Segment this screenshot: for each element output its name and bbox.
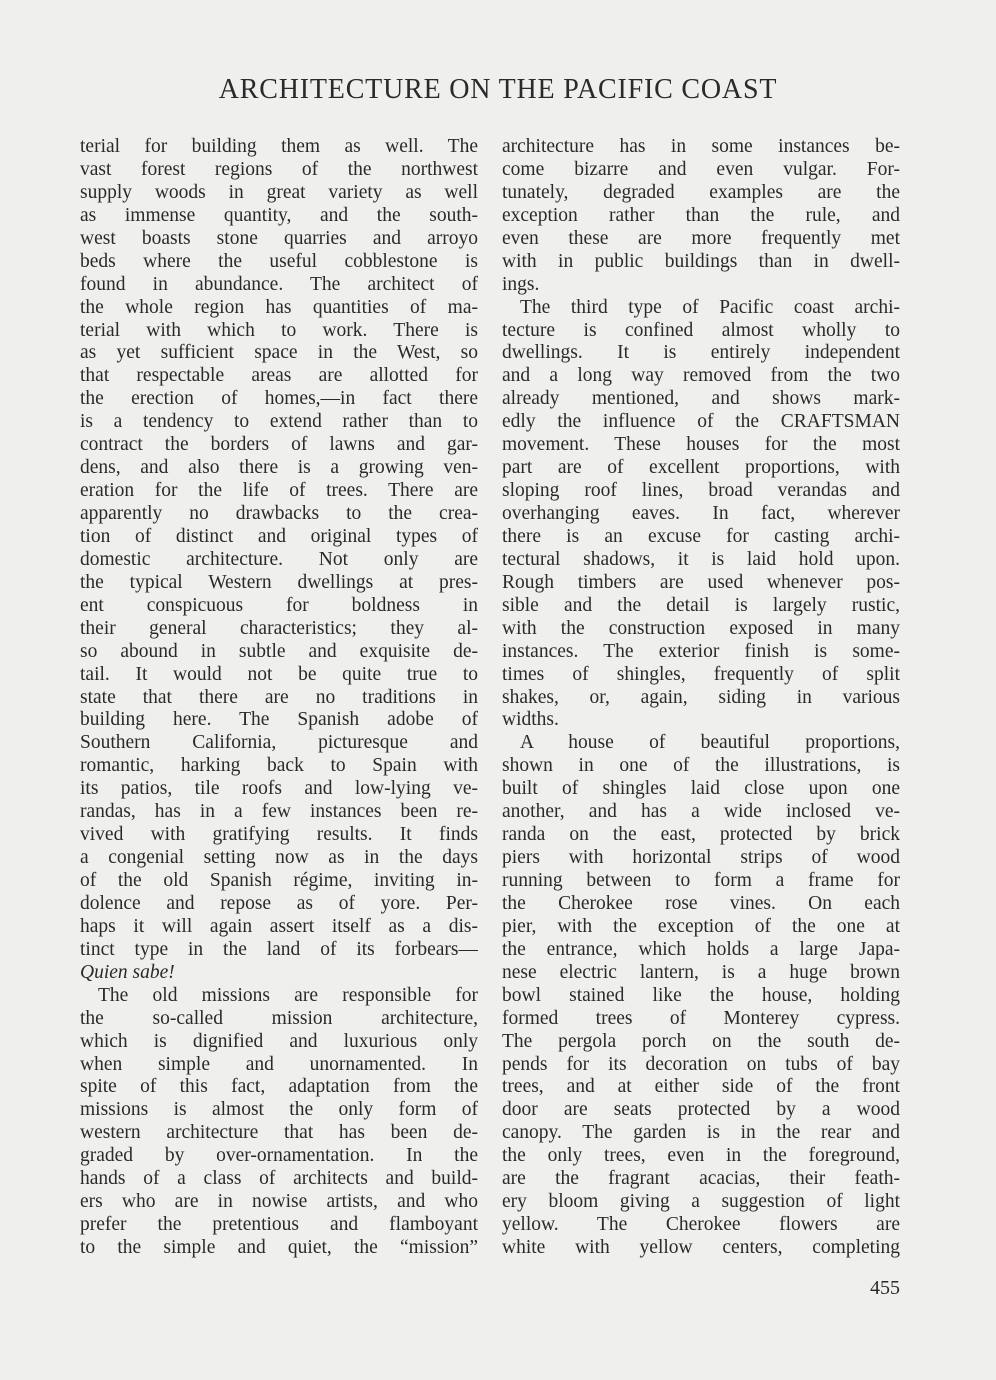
text-line: romantic, harking back to Spain with bbox=[80, 755, 478, 777]
text-line: ent conspicuous for boldness in bbox=[80, 594, 478, 616]
text-line: which is dignified and luxurious only bbox=[80, 1030, 478, 1052]
text-line: built of shingles laid close upon one bbox=[502, 778, 900, 800]
text-line: that respectable areas are allotted for bbox=[80, 365, 478, 387]
text-line: building here. The Spanish adobe of bbox=[80, 709, 478, 731]
text-line: sible and the detail is largely rustic, bbox=[502, 594, 900, 616]
text-line: the Cherokee rose vines. On each bbox=[502, 892, 900, 914]
text-line: is a tendency to extend rather than to bbox=[80, 411, 478, 433]
text-line: the erection of homes,—in fact there bbox=[80, 388, 478, 410]
text-line: part are of excellent proportions, with bbox=[502, 457, 900, 479]
paragraph-end-line: widths. bbox=[502, 709, 559, 731]
text-line: as immense quantity, and the south- bbox=[80, 204, 478, 226]
text-line: found in abundance. The architect of bbox=[80, 273, 478, 295]
text-line: randa on the east, protected by brick bbox=[502, 824, 900, 846]
text-line: graded by over-ornamentation. In the bbox=[80, 1145, 478, 1167]
text-line: domestic architecture. Not only are bbox=[80, 548, 478, 570]
text-line: the whole region has quantities of ma- bbox=[80, 296, 478, 318]
text-line: tunately, degraded examples are the bbox=[502, 181, 900, 203]
text-line: tectural shadows, it is laid hold upon. bbox=[502, 548, 900, 570]
text-line: contract the borders of lawns and gar- bbox=[80, 434, 478, 456]
text-line: trees, and at either side of the front bbox=[502, 1076, 900, 1098]
text-line: haps it will again assert itself as a dis- bbox=[80, 915, 478, 937]
text-line: terial for building them as well. The bbox=[80, 136, 478, 157]
text-line: terial with which to work. There is bbox=[80, 319, 478, 341]
text-line: eration for the life of trees. There are bbox=[80, 480, 478, 502]
text-line: instances. The exterior finish is some- bbox=[502, 640, 900, 662]
text-line: tecture is confined almost wholly to bbox=[502, 319, 900, 341]
text-line: there is an excuse for casting archi- bbox=[502, 525, 900, 547]
text-line: tail. It would not be quite true to bbox=[80, 663, 478, 685]
text-line: piers with horizontal strips of wood bbox=[502, 847, 900, 869]
text-line: nese electric lantern, is a huge brown bbox=[502, 961, 900, 983]
text-line: vast forest regions of the northwest bbox=[80, 158, 478, 180]
text-line: door are seats protected by a wood bbox=[502, 1099, 900, 1121]
text-line: The pergola porch on the south de- bbox=[502, 1030, 900, 1052]
text-line: pends for its decoration on tubs of bay bbox=[502, 1053, 900, 1075]
paragraph-start-line: A house of beautiful proportions, bbox=[520, 732, 900, 754]
text-line: Southern California, picturesque and bbox=[80, 732, 478, 754]
text-line: the typical Western dwellings at pres- bbox=[80, 571, 478, 593]
text-line: ers who are in nowise artists, and who bbox=[80, 1191, 478, 1213]
text-line: randas, has in a few instances been re- bbox=[80, 801, 478, 823]
text-line: dwellings. It is entirely independent bbox=[502, 342, 900, 364]
text-line: state that there are no traditions in bbox=[80, 686, 478, 708]
text-line: white with yellow centers, completing bbox=[502, 1237, 900, 1258]
text-line: ery bloom giving a suggestion of light bbox=[502, 1191, 900, 1213]
text-line: architecture has in some instances be- bbox=[502, 136, 900, 157]
paragraph-start-line: The third type of Pacific coast archi- bbox=[520, 296, 900, 318]
text-line: canopy. The garden is in the rear and bbox=[502, 1122, 900, 1144]
text-line: even these are more frequently met bbox=[502, 227, 900, 249]
text-line: Rough timbers are used whenever pos- bbox=[502, 571, 900, 593]
text-line: prefer the pretentious and flamboyant bbox=[80, 1214, 478, 1236]
text-line: overhanging eaves. In fact, wherever bbox=[502, 503, 900, 524]
running-header: ARCHITECTURE ON THE PACIFIC COAST bbox=[218, 74, 778, 105]
text-line: another, and has a wide inclosed ve- bbox=[502, 801, 900, 823]
text-line: are the fragrant acacias, their feath- bbox=[502, 1168, 900, 1190]
text-line: hands of a class of architects and build- bbox=[80, 1168, 478, 1190]
text-line: with the construction exposed in many bbox=[502, 617, 900, 639]
text-line: shown in one of the illustrations, is bbox=[502, 755, 900, 777]
text-line: apparently no drawbacks to the crea- bbox=[80, 503, 478, 524]
text-line: of the old Spanish régime, inviting in- bbox=[80, 870, 478, 891]
text-line: the so-called mission architecture, bbox=[80, 1007, 478, 1029]
text-line: beds where the useful cobblestone is bbox=[80, 250, 478, 272]
text-line: dens, and also there is a growing ven- bbox=[80, 457, 478, 479]
text-line: tinct type in the land of its forbears— bbox=[80, 938, 478, 960]
paragraph-end-line: ings. bbox=[502, 273, 540, 295]
text-line: its patios, tile roofs and low-lying ve- bbox=[80, 778, 478, 800]
text-line: when simple and unornamented. In bbox=[80, 1053, 478, 1075]
text-line: pier, with the exception of the one at bbox=[502, 915, 900, 937]
text-line: running between to form a frame for bbox=[502, 870, 900, 891]
text-line: exception rather than the rule, and bbox=[502, 204, 900, 226]
text-line: tion of distinct and original types of bbox=[80, 525, 478, 547]
text-line: sloping roof lines, broad verandas and bbox=[502, 480, 900, 502]
right-column bbox=[502, 136, 900, 1260]
text-line-italic: Quien sabe! bbox=[80, 961, 175, 983]
text-line: supply woods in great variety as well bbox=[80, 181, 478, 203]
page-number: 455 bbox=[870, 1277, 900, 1299]
text-line: west boasts stone quarries and arroyo bbox=[80, 227, 478, 249]
paragraph-start-line: The old missions are responsible for bbox=[98, 984, 478, 1006]
text-line: western architecture that has been de- bbox=[80, 1122, 478, 1144]
text-line: formed trees of Monterey cypress. bbox=[502, 1007, 900, 1029]
text-line: movement. These houses for the most bbox=[502, 434, 900, 456]
text-line: times of shingles, frequently of split bbox=[502, 663, 900, 685]
text-line: the entrance, which holds a large Japa- bbox=[502, 938, 900, 960]
text-line: dolence and repose as of yore. Per- bbox=[80, 892, 478, 914]
text-line: shakes, or, again, siding in various bbox=[502, 686, 900, 708]
text-line: come bizarre and even vulgar. For- bbox=[502, 158, 900, 180]
text-line: spite of this fact, adaptation from the bbox=[80, 1076, 478, 1098]
text-line: with in public buildings than in dwell- bbox=[502, 250, 900, 272]
text-line: so abound in subtle and exquisite de- bbox=[80, 640, 478, 662]
text-line: to the simple and quiet, the “mission” bbox=[80, 1237, 478, 1258]
text-line: their general characteristics; they al- bbox=[80, 617, 478, 639]
text-line: vived with gratifying results. It finds bbox=[80, 824, 478, 846]
text-line: as yet sufficient space in the West, so bbox=[80, 342, 478, 364]
text-line: the only trees, even in the foreground, bbox=[502, 1145, 900, 1167]
text-line: missions is almost the only form of bbox=[80, 1099, 478, 1121]
text-line: already mentioned, and shows mark- bbox=[502, 388, 900, 410]
text-line: and a long way removed from the two bbox=[502, 365, 900, 387]
text-line: a congenial setting now as in the days bbox=[80, 847, 478, 869]
left-column bbox=[80, 136, 478, 1260]
text-line: bowl stained like the house, holding bbox=[502, 984, 900, 1006]
text-line: yellow. The Cherokee flowers are bbox=[502, 1214, 900, 1236]
text-line: edly the influence of the CRAFTSMAN bbox=[502, 411, 900, 433]
